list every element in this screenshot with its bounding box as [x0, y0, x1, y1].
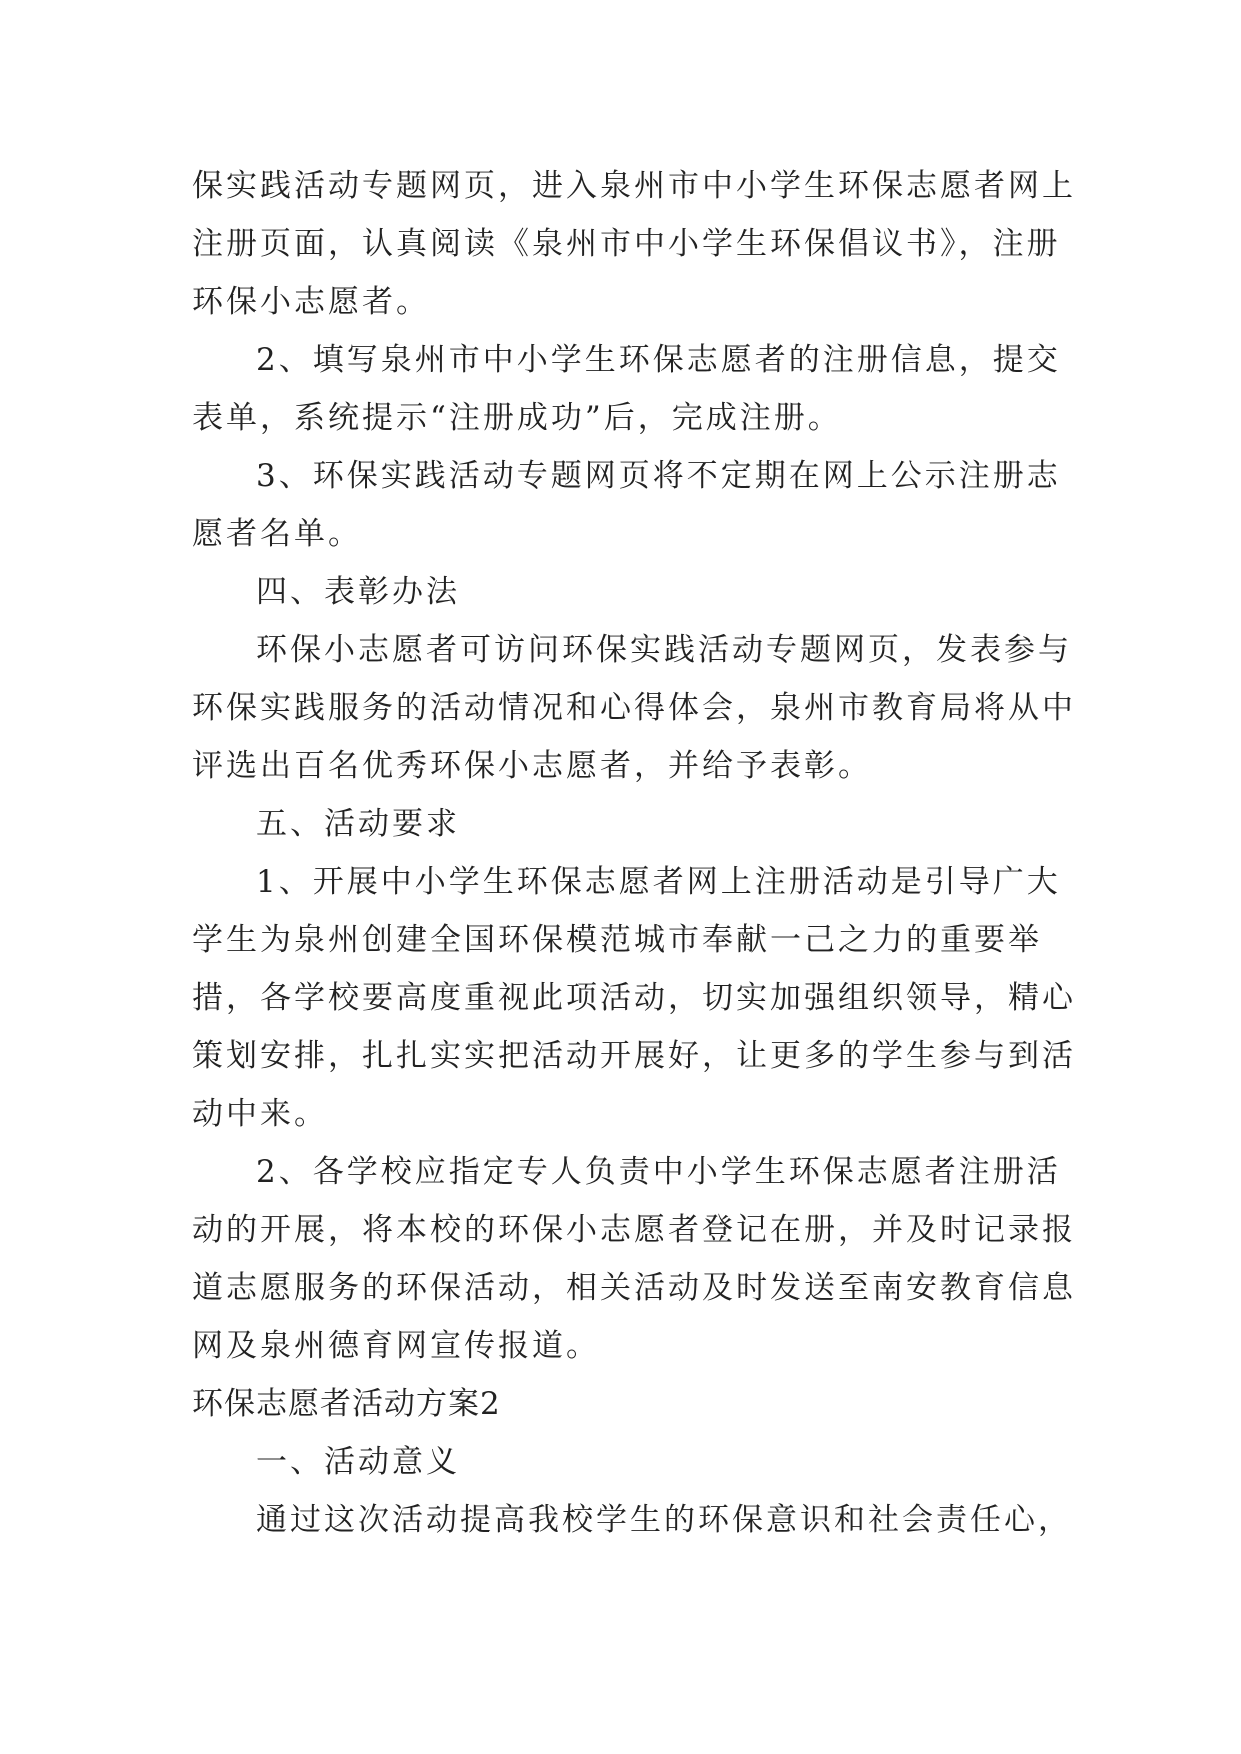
text-line: 学生为泉州创建全国环保模范城市奉献一己之力的重要举: [192, 922, 1042, 958]
text-line: 策划安排，扎扎实实把活动开展好，让更多的学生参与到活: [192, 1038, 1076, 1074]
text-line: 网及泉州德育网宣传报道。: [192, 1328, 600, 1364]
text-line: 动中来。: [192, 1096, 328, 1132]
text-line: 措，各学校要高度重视此项活动，切实加强组织领导，精心: [192, 980, 1076, 1016]
text-line: 表单，系统提示“注册成功”后，完成注册。: [192, 400, 842, 436]
text-line: 愿者名单。: [192, 516, 362, 552]
section-heading: 四、表彰办法: [256, 574, 460, 610]
section-heading: 五、活动要求: [256, 806, 460, 842]
text-line: 2、填写泉州市中小学生环保志愿者的注册信息，提交: [256, 342, 1061, 378]
text-line: 评选出百名优秀环保小志愿者，并给予表彰。: [192, 748, 872, 784]
text-line: 通过这次活动提高我校学生的环保意识和社会责任心，: [256, 1502, 1072, 1538]
text-line: 1、开展中小学生环保志愿者网上注册活动是引导广大: [256, 864, 1061, 900]
text-line: 道志愿服务的环保活动，相关活动及时发送至南安教育信息: [192, 1270, 1076, 1306]
text-line: 动的开展，将本校的环保小志愿者登记在册，并及时记录报: [192, 1212, 1076, 1248]
text-line: 环保小志愿者可访问环保实践活动专题网页，发表参与: [256, 632, 1072, 668]
text-line: 环保实践服务的活动情况和心得体会，泉州市教育局将从中: [192, 690, 1076, 726]
text-line: 2、各学校应指定专人负责中小学生环保志愿者注册活: [256, 1154, 1061, 1190]
text-line: 注册页面，认真阅读《泉州市中小学生环保倡议书》，注册: [192, 226, 1061, 262]
document-title: 环保志愿者活动方案2: [192, 1386, 501, 1422]
document-body: [192, 157, 1076, 1549]
text-line: 环保小志愿者。: [192, 284, 430, 320]
text-line: 保实践活动专题网页，进入泉州市中小学生环保志愿者网上: [192, 168, 1076, 204]
section-heading: 一、活动意义: [256, 1444, 460, 1480]
text-line: 3、环保实践活动专题网页将不定期在网上公示注册志: [256, 458, 1061, 494]
